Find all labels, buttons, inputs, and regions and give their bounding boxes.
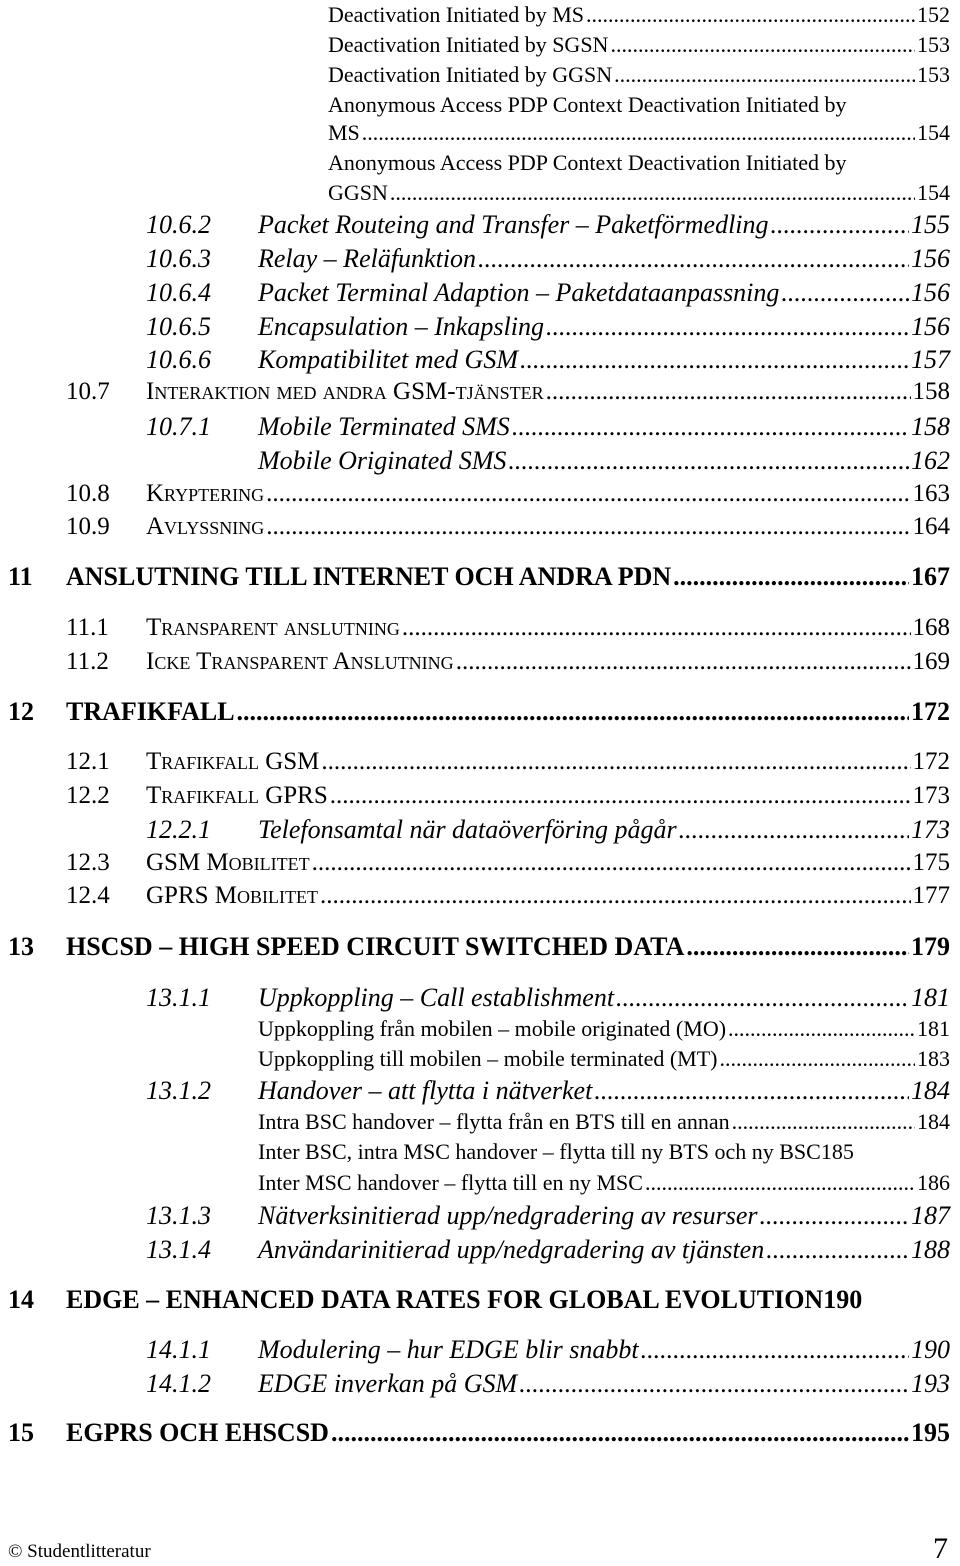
toc-entry-number: 11.1 xyxy=(66,614,109,641)
toc-entry-title: Interaktion med andra GSM-tjänster xyxy=(146,378,544,405)
toc-entry-number: 10.6.6 xyxy=(146,345,211,374)
toc-entry-page: 173 xyxy=(911,815,950,844)
toc-entry[interactable] xyxy=(146,983,950,1013)
toc-entry-number: 10.9 xyxy=(66,513,110,540)
toc-leader-dots xyxy=(732,1109,915,1135)
toc-entry-title: Uppkoppling från mobilen – mobile originated (MO) xyxy=(258,1016,727,1041)
toc-leader-dots xyxy=(781,278,909,308)
toc-entry-title: Mobile Terminated SMS xyxy=(258,412,510,441)
toc-entry[interactable] xyxy=(8,932,950,962)
toc-entry-title: EGPRS OCH EHSCSD xyxy=(66,1418,329,1447)
footer-publisher: © Studentlitteratur xyxy=(8,1541,151,1562)
toc-entry-title: Anonymous Access PDP Context Deactivation Initiated by xyxy=(328,150,847,175)
toc-entry-page: 177 xyxy=(912,882,950,909)
toc-entry-page: 185 xyxy=(820,1139,854,1164)
toc-entry-page: 173 xyxy=(912,782,950,809)
toc-entry[interactable] xyxy=(146,1076,950,1106)
toc-entry[interactable] xyxy=(146,1335,950,1365)
toc-leader-dots xyxy=(616,983,909,1013)
toc-entry-title: Icke Transparent Anslutning xyxy=(146,648,454,675)
toc-entry-title: Handover – att flytta i nätverket xyxy=(258,1076,593,1105)
toc-entry-title: Deactivation Initiated by GGSN xyxy=(328,62,613,87)
toc-entry-title: Intra BSC handover – flytta från en BTS till en annan xyxy=(258,1109,730,1134)
toc-entry-number: 13.1.4 xyxy=(146,1235,211,1264)
toc-entry-page: 172 xyxy=(912,748,950,775)
toc-entry-number: 12.3 xyxy=(66,849,110,876)
toc-entry[interactable] xyxy=(146,412,950,442)
toc-entry-title: Kryptering xyxy=(146,480,265,507)
toc-leader-dots xyxy=(594,1076,909,1106)
toc-entry-title: Avlyssning xyxy=(146,513,265,540)
toc-entry[interactable] xyxy=(146,244,950,274)
toc-entry-title: EDGE – ENHANCED DATA RATES FOR GLOBAL EVOLUTION xyxy=(66,1285,824,1314)
toc-entry-title: MS xyxy=(328,120,360,145)
toc-leader-dots xyxy=(331,1418,909,1448)
toc-entry[interactable] xyxy=(146,312,950,342)
toc-entry-number: 12 xyxy=(8,697,34,726)
toc-entry[interactable] xyxy=(66,648,950,676)
toc-entry-page: 158 xyxy=(912,378,950,405)
toc-entry-page: 183 xyxy=(917,1046,950,1071)
toc-entry[interactable] xyxy=(328,2,950,28)
toc-entry[interactable] xyxy=(146,278,950,308)
toc-entry-page: 152 xyxy=(917,2,950,27)
toc-entry-number: 12.2.1 xyxy=(146,815,211,844)
toc-leader-dots xyxy=(519,1369,909,1399)
footer-page-number: 7 xyxy=(933,1532,948,1565)
toc-leader-dots xyxy=(759,1201,909,1231)
toc-entry-page: 162 xyxy=(911,446,950,475)
toc-leader-dots xyxy=(766,1235,909,1265)
toc-entry-number: 13.1.3 xyxy=(146,1201,211,1230)
toc-entry-number: 15 xyxy=(8,1418,34,1447)
toc-entry-page: 186 xyxy=(917,1170,950,1195)
toc-entry-number: 10.6.4 xyxy=(146,278,211,307)
toc-entry-title: Uppkoppling – Call establishment xyxy=(258,983,615,1012)
toc-entry-title: Deactivation Initiated by SGSN xyxy=(328,32,609,57)
toc-entry[interactable] xyxy=(8,1418,950,1448)
toc-entry[interactable] xyxy=(8,562,950,592)
toc-entry[interactable] xyxy=(146,1235,950,1265)
toc-entry-page: 153 xyxy=(917,62,950,87)
toc-entry-number: 12.2 xyxy=(66,782,110,809)
toc-leader-dots xyxy=(610,32,915,58)
toc-entry-title: HSCSD – HIGH SPEED CIRCUIT SWITCHED DATA xyxy=(66,932,685,961)
toc-entry-number: 14.1.2 xyxy=(146,1369,211,1398)
toc-entry-title: Inter MSC handover – flytta till en ny MSC xyxy=(258,1170,643,1195)
toc-entry[interactable] xyxy=(328,92,950,118)
toc-entry-title: Relay – Reläfunktion xyxy=(258,244,477,273)
toc-entry[interactable] xyxy=(258,1139,950,1165)
toc-leader-dots xyxy=(520,345,909,375)
toc-entry-number: 13.1.2 xyxy=(146,1076,211,1105)
toc-entry-title: Packet Terminal Adaption – Paketdataanpassning xyxy=(258,278,780,307)
toc-leader-dots xyxy=(586,2,915,28)
toc-entry-title: Trafikfall GSM xyxy=(146,748,320,775)
toc-entry-page: 190 xyxy=(823,1285,863,1314)
toc-entry-page: 156 xyxy=(911,278,950,307)
toc-entry-title: Trafikfall GPRS xyxy=(146,782,328,809)
toc-entry[interactable] xyxy=(146,210,950,240)
toc-entry-page: 167 xyxy=(911,562,950,591)
toc-entry-page: 156 xyxy=(911,312,950,341)
toc-entry-title: Nätverksinitierad upp/nedgradering av resurser xyxy=(258,1201,758,1230)
toc-entry-page: 188 xyxy=(911,1235,950,1264)
toc-leader-dots xyxy=(321,748,910,776)
toc-entry-number: 12.1 xyxy=(66,748,110,775)
toc-leader-dots xyxy=(312,849,911,877)
toc-leader-dots xyxy=(456,648,911,676)
toc-leader-dots xyxy=(686,932,909,962)
toc-entry-page: 184 xyxy=(911,1076,950,1105)
toc-entry[interactable] xyxy=(66,882,950,910)
toc-entry-number: 10.7 xyxy=(66,378,110,405)
toc-entry-page: 184 xyxy=(917,1109,950,1134)
toc-entry-page: 168 xyxy=(912,614,950,641)
toc-entry-page: 153 xyxy=(917,32,950,57)
toc-entry-title: Modulering – hur EDGE blir snabbt xyxy=(258,1335,639,1364)
toc-entry[interactable] xyxy=(328,120,950,146)
toc-leader-dots xyxy=(508,446,909,476)
toc-entry[interactable] xyxy=(8,1285,950,1315)
toc-entry-title: EDGE inverkan på GSM xyxy=(258,1369,518,1398)
toc-leader-dots xyxy=(728,1016,915,1042)
toc-leader-dots xyxy=(771,210,909,240)
toc-leader-dots xyxy=(320,882,911,910)
toc-entry-page: 179 xyxy=(911,932,950,961)
toc-entry-title: Uppkoppling till mobilen – mobile terminated (MT) xyxy=(258,1046,718,1071)
toc-entry-title: Inter BSC, intra MSC handover – flytta till ny BTS och ny BSC xyxy=(258,1139,821,1164)
toc-entry-title: Telefonsamtal när dataöverföring pågår xyxy=(258,815,677,844)
toc-entry-page: 156 xyxy=(911,244,950,273)
toc-entry-number: 10.7.1 xyxy=(146,412,211,441)
toc-entry-number: 14.1.1 xyxy=(146,1335,211,1364)
toc-entry-title: Användarinitierad upp/nedgradering av tjänsten xyxy=(258,1235,765,1264)
toc-entry[interactable] xyxy=(258,1046,950,1072)
toc-entry[interactable] xyxy=(146,1369,950,1399)
toc-entry-page: 181 xyxy=(911,983,950,1012)
toc-entry-page: 195 xyxy=(911,1418,950,1447)
toc-entry-page: 154 xyxy=(917,120,950,145)
toc-leader-dots xyxy=(720,1046,916,1072)
toc-entry-title: Mobile Originated SMS xyxy=(258,446,507,475)
toc-entry[interactable] xyxy=(66,378,950,406)
toc-leader-dots xyxy=(237,697,909,727)
toc-entry[interactable] xyxy=(146,345,950,375)
toc-entry[interactable] xyxy=(258,1170,950,1196)
toc-leader-dots xyxy=(330,782,911,810)
toc-entry-title: Anonymous Access PDP Context Deactivation Initiated by xyxy=(328,92,847,117)
toc-leader-dots xyxy=(546,378,911,406)
toc-entry[interactable] xyxy=(66,849,950,877)
toc-entry-number: 13 xyxy=(8,932,34,961)
toc-entry-title: Deactivation Initiated by MS xyxy=(328,2,584,27)
toc-leader-dots xyxy=(390,180,915,206)
toc-entry-number: 14 xyxy=(8,1285,34,1314)
toc-entry[interactable] xyxy=(146,815,950,845)
toc-entry[interactable] xyxy=(66,782,950,810)
toc-entry-page: 164 xyxy=(912,513,950,540)
toc-entry-number: 10.8 xyxy=(66,480,110,507)
toc-entry-page: 155 xyxy=(911,210,950,239)
toc-leader-dots xyxy=(641,1335,909,1365)
toc-entry-number: 10.6.5 xyxy=(146,312,211,341)
toc-leader-dots xyxy=(673,562,909,592)
toc-leader-dots xyxy=(645,1170,915,1196)
toc-entry-title: ANSLUTNING TILL INTERNET OCH ANDRA PDN xyxy=(66,562,672,591)
toc-entry-title: TRAFIKFALL xyxy=(66,697,235,726)
toc-entry[interactable] xyxy=(146,1201,950,1231)
toc-entry[interactable] xyxy=(258,1109,950,1135)
toc-entry[interactable] xyxy=(8,697,950,727)
toc-entry-page: 181 xyxy=(917,1016,950,1041)
toc-entry[interactable] xyxy=(146,446,950,476)
toc-entry-page: 175 xyxy=(912,849,950,876)
toc-entry[interactable] xyxy=(328,32,950,58)
toc-entry-title: Transparent anslutning xyxy=(146,614,400,641)
toc-leader-dots xyxy=(679,815,909,845)
toc-entry-number: 11 xyxy=(8,562,33,591)
toc-entry[interactable] xyxy=(66,614,950,642)
toc-entry-number: 10.6.2 xyxy=(146,210,211,239)
toc-entry-page: 193 xyxy=(911,1369,950,1398)
toc-leader-dots xyxy=(362,120,915,146)
toc-entry-page: 190 xyxy=(911,1335,950,1364)
toc-entry[interactable] xyxy=(66,513,950,541)
toc-leader-dots xyxy=(266,513,910,541)
toc-entry-number: 11.2 xyxy=(66,648,109,675)
toc-entry-page: 172 xyxy=(911,697,950,726)
toc-entry-page: 163 xyxy=(912,480,950,507)
toc-entry[interactable] xyxy=(66,480,950,508)
toc-entry-page: 154 xyxy=(917,180,950,205)
toc-entry-page: 169 xyxy=(912,648,950,675)
toc-entry-title: Kompatibilitet med GSM xyxy=(258,345,518,374)
toc-entry-number: 13.1.1 xyxy=(146,983,211,1012)
toc-leader-dots xyxy=(546,312,909,342)
toc-entry-number: 12.4 xyxy=(66,882,110,909)
toc-entry-title: GPRS Mobilitet xyxy=(146,882,318,909)
toc-entry[interactable] xyxy=(328,150,950,176)
toc-entry-page: 157 xyxy=(911,345,950,374)
toc-entry[interactable] xyxy=(328,62,950,88)
toc-entry-title: Encapsulation – Inkapsling xyxy=(258,312,544,341)
toc-entry[interactable] xyxy=(258,1016,950,1042)
toc-entry-title: Packet Routeing and Transfer – Paketförmedling xyxy=(258,210,769,239)
toc-leader-dots xyxy=(266,480,910,508)
toc-entry[interactable] xyxy=(66,748,950,776)
toc-entry[interactable] xyxy=(328,180,950,206)
toc-entry-number: 10.6.3 xyxy=(146,244,211,273)
toc-leader-dots xyxy=(478,244,909,274)
toc-entry-page: 187 xyxy=(911,1201,950,1230)
toc-leader-dots xyxy=(512,412,909,442)
toc-entry-page: 158 xyxy=(911,412,950,441)
toc-entry-title: GGSN xyxy=(328,180,388,205)
toc-entry-title: GSM Mobilitet xyxy=(146,849,310,876)
toc-leader-dots xyxy=(614,62,915,88)
toc-leader-dots xyxy=(402,614,911,642)
